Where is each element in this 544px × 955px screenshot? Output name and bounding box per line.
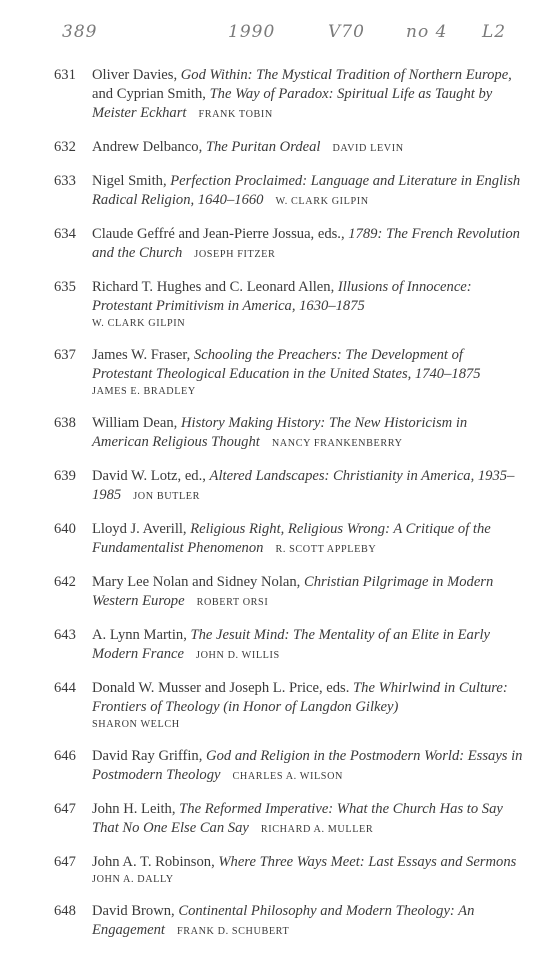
reviewer-name: SHARON WELCH	[92, 719, 180, 730]
book-author: James W. Fraser,	[92, 347, 194, 363]
list-item	[54, 520, 524, 559]
book-author: Mary Lee Nolan and Sidney Nolan,	[92, 574, 304, 590]
book-author: Nigel Smith,	[92, 173, 171, 189]
book-author: Andrew Delbanco,	[92, 139, 206, 155]
reviewer-name: R. SCOTT APPLEBY	[275, 544, 377, 555]
page-number: 639	[54, 468, 76, 484]
page-number: 635	[54, 279, 76, 295]
book-author: John H. Leith,	[92, 801, 180, 817]
book-title: The Reformed Imperative: What the Church Has to Say That No One Else Can Say	[92, 801, 503, 836]
reviewer-name: JAMES E. BRADLEY	[92, 386, 196, 397]
book-title: Illusions of Innocence: Protestant Primitivism in America, 1630–1875	[92, 279, 472, 314]
list-item	[54, 66, 524, 124]
book-author: John A. T. Robinson,	[92, 854, 219, 870]
reviewer-name: W. CLARK GILPIN	[275, 196, 369, 207]
book-author: A. Lynn Martin,	[92, 627, 191, 643]
book-title: 1789: The French Revolution and the Church	[92, 226, 520, 261]
list-item	[54, 225, 524, 264]
reviewer-name: JOHN A. DALLY	[92, 874, 174, 885]
book-author: Oliver Davies,	[92, 67, 181, 83]
handwritten-note: no 4	[406, 22, 448, 42]
book-author: Donald W. Musser and Joseph L. Price, eds.	[92, 680, 354, 696]
list-item	[54, 679, 524, 733]
list-item	[54, 573, 524, 612]
list-item	[54, 172, 524, 211]
page-number: 634	[54, 226, 76, 242]
book-title: The Jesuit Mind: The Mentality of an Elite in Early Modern France	[92, 627, 491, 662]
reviewer-name: JOHN D. WILLIS	[196, 650, 280, 661]
book-author: and Cyprian Smith,	[92, 86, 210, 102]
list-item	[54, 414, 524, 453]
reviewer-name: CHARLES A. WILSON	[232, 771, 343, 782]
book-title: The Way of Paradox: Spiritual Life as Taught by Meister Eckhart	[92, 86, 493, 121]
handwritten-note: 1990	[228, 22, 276, 42]
list-item	[54, 138, 524, 158]
reviewer-name: RICHARD A. MULLER	[260, 824, 374, 835]
book-author: Claude Geffré and Jean-Pierre Jossua, eds.,	[92, 226, 349, 242]
handwritten-note: L2	[482, 22, 507, 42]
book-author: David Ray Griffin,	[92, 748, 207, 764]
book-title: The Whirlwind in Culture: Frontiers of Theology (in Honor of Langdon Gilkey)	[92, 680, 508, 715]
book-title: God and Religion in the Postmodern World: Essays in Postmodern Theology	[92, 748, 523, 783]
book-author: Lloyd J. Averill,	[92, 521, 191, 537]
book-author: Richard T. Hughes and C. Leonard Allen,	[92, 279, 338, 295]
reviewer-name: FRANK D. SCHUBERT	[176, 926, 290, 937]
reviewer-name: DAVID LEVIN	[332, 143, 404, 154]
list-item	[54, 853, 524, 888]
review-list	[54, 66, 524, 955]
list-item	[54, 747, 524, 786]
book-title: Christian Pilgrimage in Modern Western Europe	[92, 574, 494, 609]
list-item	[54, 346, 524, 400]
reviewer-name: JON BUTLER	[133, 491, 201, 502]
book-title: Religious Right, Religious Wrong: A Critique of the Fundamentalist Phenomenon	[92, 521, 491, 556]
page-number: 633	[54, 173, 76, 189]
page-number: 642	[54, 574, 76, 590]
handwritten-note: V70	[328, 22, 365, 42]
list-item	[54, 626, 524, 665]
book-author: William Dean,	[92, 415, 181, 431]
book-title: Schooling the Preachers: The Development of Protestant Theological Education in the United States, 1740–1875	[92, 347, 481, 382]
page-number: 643	[54, 627, 76, 643]
reviewer-name: NANCY FRANKENBERRY	[271, 438, 403, 449]
book-title: History Making History: The New Historicism in American Religious Thought	[92, 415, 468, 450]
book-title: The Puritan Ordeal	[205, 139, 321, 155]
page-number: 647	[54, 854, 76, 870]
list-item	[54, 278, 524, 332]
reviewer-name: FRANK TOBIN	[198, 109, 273, 120]
list-item	[54, 800, 524, 839]
page-number: 646	[54, 748, 76, 764]
reviewer-name: W. CLARK GILPIN	[92, 318, 186, 329]
reviewer-name: ROBERT ORSI	[196, 597, 269, 608]
page-number: 644	[54, 680, 76, 696]
page-number: 647	[54, 801, 76, 817]
book-title: God Within: The Mystical Tradition of Northern Europe,	[180, 67, 512, 83]
page-number: 632	[54, 139, 76, 155]
book-title: Where Three Ways Meet: Last Essays and Sermons	[218, 854, 517, 870]
book-title: Perfection Proclaimed: Language and Literature in English Radical Religion, 1640–1660	[92, 173, 521, 208]
page-number: 648	[54, 903, 76, 919]
book-author: David Brown,	[92, 903, 179, 919]
page-number: 637	[54, 347, 76, 363]
list-item	[54, 467, 524, 506]
book-title: Continental Philosophy and Modern Theology: An Engagement	[92, 903, 475, 938]
reviewer-name: JOSEPH FITZER	[194, 249, 276, 260]
page-number: 638	[54, 415, 76, 431]
handwritten-note: 389	[62, 22, 98, 42]
book-title: Altered Landscapes: Christianity in America, 1935–1985	[92, 468, 515, 503]
page-number: 631	[54, 67, 76, 83]
list-item	[54, 902, 524, 941]
book-author: David W. Lotz, ed.,	[92, 468, 210, 484]
page-number: 640	[54, 521, 76, 537]
